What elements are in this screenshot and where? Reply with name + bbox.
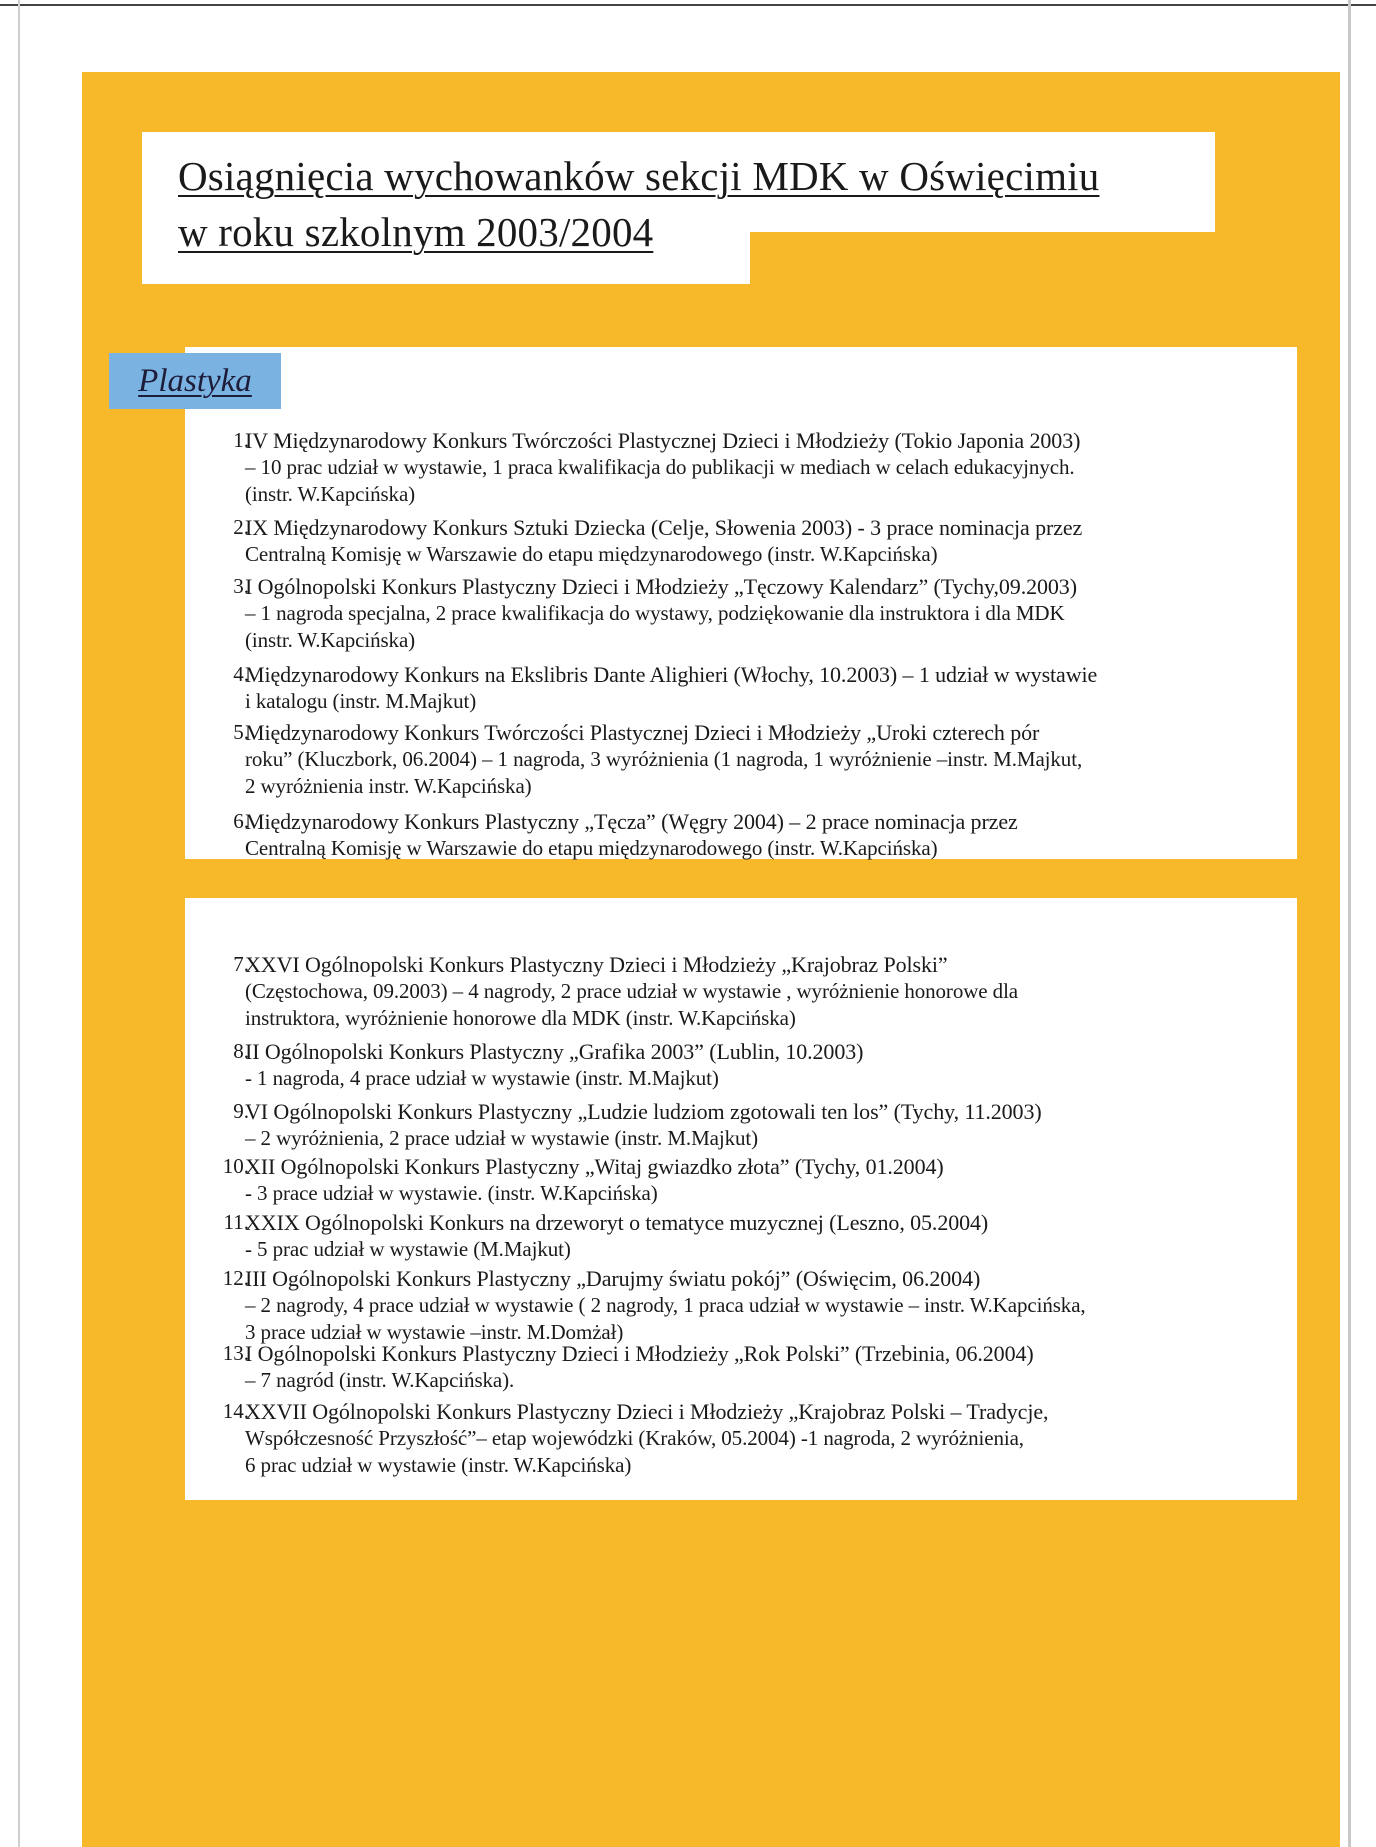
item-line: (Częstochowa, 09.2003) – 4 nagrody, 2 prace udział w wystawie , wyróżnienie honorowe dla	[245, 979, 1019, 1003]
item-text	[245, 427, 1265, 508]
item-line: XXVI Ogólnopolski Konkurs Plastyczny Dzieci i Młodzieży „Krajobraz Polski”	[245, 952, 948, 977]
item-line: II Ogólnopolski Konkurs Plastyczny „Grafika 2003” (Lublin, 10.2003)	[245, 1039, 864, 1064]
item-number: 2.	[233, 515, 249, 539]
item-line: XII Ogólnopolski Konkurs Plastyczny „Witaj gwiazdko złota” (Tychy, 01.2004)	[245, 1154, 944, 1179]
item-line: – 2 wyróżnienia, 2 prace udział w wystawie (instr. M.Majkut)	[245, 1126, 759, 1150]
page-title-line-1: Osiągnięcia wychowanków sekcji MDK w Oświęcimiu	[178, 153, 1100, 199]
item-line: 2 wyróżnienia instr. W.Kapcińska)	[245, 774, 532, 798]
item-line: VI Ogólnopolski Konkurs Plastyczny „Ludzie ludziom zgotowali ten los” (Tychy, 11.2003)	[245, 1099, 1042, 1124]
item-line: Centralną Komisję w Warszawie do etapu międzynarodowego (instr. W.Kapcińska)	[245, 542, 938, 566]
item-line: Międzynarodowy Konkurs Twórczości Plastycznej Dzieci i Młodzieży „Uroki czterech pór	[245, 720, 1040, 745]
item-line: 6 prac udział w wystawie (instr. W.Kapcińska)	[245, 1453, 632, 1477]
scan-left-edge	[18, 0, 20, 1847]
item-text	[245, 1153, 1265, 1207]
item-number: 4.	[233, 662, 249, 686]
achievements-panel-1	[185, 347, 1297, 859]
item-line: Międzynarodowy Konkurs Plastyczny „Tęcza” (Węgry 2004) – 2 prace nominacja przez	[245, 809, 1018, 834]
item-number: 9.	[233, 1099, 249, 1123]
item-line: XXVII Ogólnopolski Konkurs Plastyczny Dzieci i Młodzieży „Krajobraz Polski – Tradycje,	[245, 1399, 1049, 1424]
item-line: roku” (Kluczbork, 06.2004) – 1 nagroda, 3 wyróżnienia (1 nagroda, 1 wyróżnienie –instr. M.Majkut,	[245, 747, 1083, 771]
item-line: (instr. W.Kapcińska)	[245, 482, 416, 506]
item-text	[245, 719, 1265, 800]
title-box-notch	[750, 232, 1220, 292]
item-line: - 5 prac udział w wystawie (M.Majkut)	[245, 1237, 571, 1261]
item-number: 13.	[222, 1341, 249, 1365]
item-number: 11.	[223, 1210, 249, 1234]
scan-top-edge	[0, 4, 1376, 6]
item-text	[245, 1209, 1265, 1263]
item-line: 3 prace udział w wystawie –instr. M.Domżał)	[245, 1320, 624, 1344]
item-text	[245, 808, 1265, 862]
item-line: III Ogólnopolski Konkurs Plastyczny „Darujmy światu pokój” (Oświęcim, 06.2004)	[245, 1266, 981, 1291]
item-text	[245, 1340, 1265, 1394]
item-number: 14.	[222, 1399, 249, 1423]
item-line: Centralną Komisję w Warszawie do etapu międzynarodowego (instr. W.Kapcińska)	[245, 836, 938, 860]
item-line: IX Międzynarodowy Konkurs Sztuki Dziecka (Celje, Słowenia 2003) - 3 prace nominacja przez	[245, 515, 1083, 540]
item-text	[245, 1398, 1265, 1479]
section-label-plastyka: Plastyka	[109, 353, 281, 409]
item-line: – 10 prac udział w wystawie, 1 praca kwalifikacja do publikacji w mediach w celach edukacyjnych.	[245, 455, 1075, 479]
item-line: instruktora, wyróżnienie honorowe dla MDK (instr. W.Kapcińska)	[245, 1006, 796, 1030]
item-line: I Ogólnopolski Konkurs Plastyczny Dzieci i Młodzieży „Rok Polski” (Trzebinia, 06.2004)	[245, 1341, 1034, 1366]
item-number: 1.	[233, 428, 249, 452]
item-number: 10.	[222, 1154, 249, 1178]
page-title-line-2: w roku szkolnym 2003/2004	[178, 209, 654, 255]
item-number: 7.	[233, 952, 249, 976]
item-line: IV Międzynarodowy Konkurs Twórczości Plastycznej Dzieci i Młodzieży (Tokio Japonia 2003)	[245, 428, 1081, 453]
item-line: i katalogu (instr. M.Majkut)	[245, 689, 477, 713]
item-line: - 3 prace udział w wystawie. (instr. W.Kapcińska)	[245, 1181, 658, 1205]
item-line: Międzynarodowy Konkurs na Ekslibris Dante Alighieri (Włochy, 10.2003) – 1 udział w wystawie	[245, 662, 1098, 687]
item-line: I Ogólnopolski Konkurs Plastyczny Dzieci i Młodzieży „Tęczowy Kalendarz” (Tychy,09.2003)	[245, 574, 1077, 599]
item-line: XXIX Ogólnopolski Konkurs na drzeworyt o tematyce muzycznej (Leszno, 05.2004)	[245, 1210, 989, 1235]
item-text	[245, 1038, 1265, 1092]
item-line: (instr. W.Kapcińska)	[245, 628, 416, 652]
item-line: Współczesność Przyszłość”– etap wojewódzki (Kraków, 05.2004) -1 nagroda, 2 wyróżnienia,	[245, 1426, 1024, 1450]
item-line: – 2 nagrody, 4 prace udział w wystawie ( 2 nagrody, 1 praca udział w wystawie – instr. W.Kapcińska,	[245, 1293, 1086, 1317]
item-text	[245, 951, 1265, 1032]
item-line: - 1 nagroda, 4 prace udział w wystawie (instr. M.Majkut)	[245, 1066, 719, 1090]
item-number: 5.	[233, 720, 249, 744]
item-text	[245, 1265, 1265, 1346]
item-text	[245, 514, 1265, 568]
item-line: – 1 nagroda specjalna, 2 prace kwalifikacja do wystawy, podziękowanie dla instruktora i dla MDK	[245, 601, 1065, 625]
item-line: – 7 nagród (instr. W.Kapcińska).	[245, 1368, 515, 1392]
item-text	[245, 1098, 1265, 1152]
scan-right-edge	[1348, 0, 1351, 1847]
item-number: 6.	[233, 809, 249, 833]
item-number: 8.	[233, 1039, 249, 1063]
item-text	[245, 573, 1265, 654]
item-text	[245, 661, 1265, 715]
achievements-panel-2	[185, 898, 1297, 1500]
item-number: 3.	[233, 574, 249, 598]
item-number: 12.	[222, 1266, 249, 1290]
